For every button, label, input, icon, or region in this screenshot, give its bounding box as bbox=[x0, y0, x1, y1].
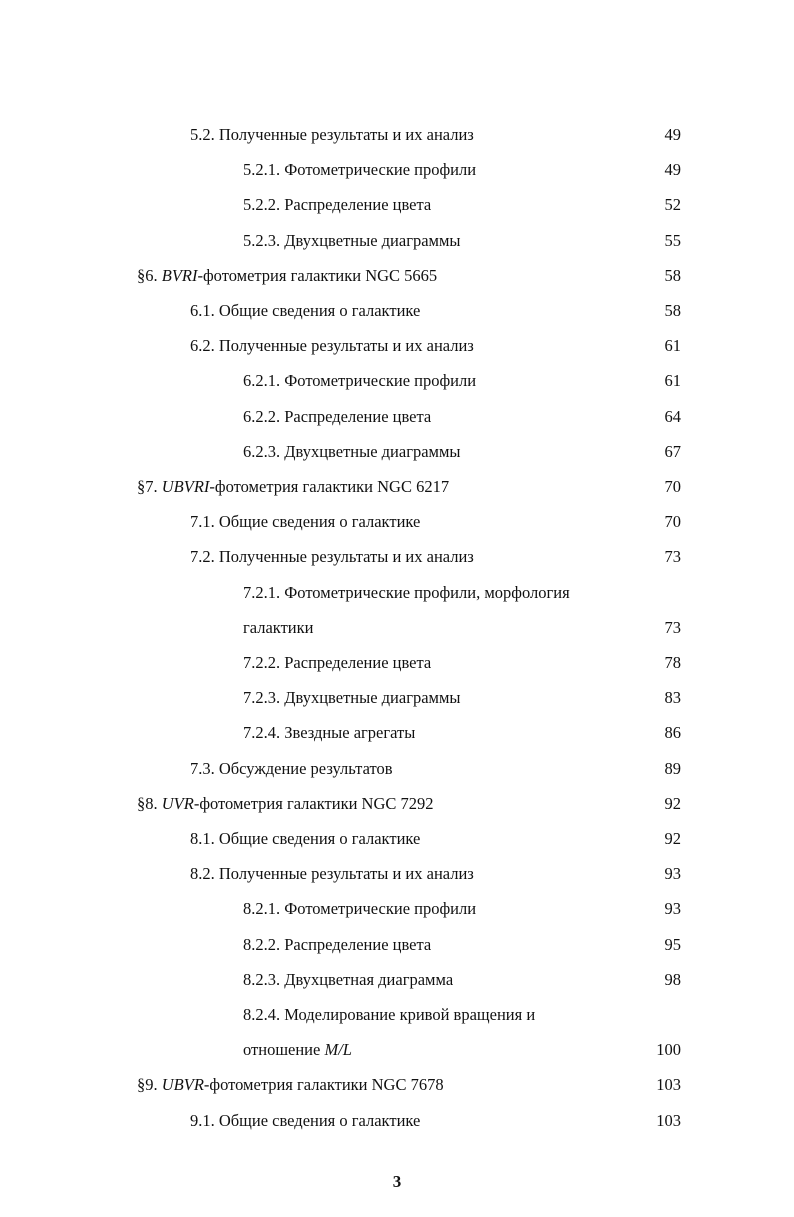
toc-entry-title bbox=[190, 299, 420, 323]
toc-entry-number: 5.2. bbox=[190, 125, 219, 144]
toc-entry-title bbox=[243, 440, 461, 464]
toc-entry-title bbox=[243, 193, 431, 217]
toc-entry-title bbox=[243, 721, 415, 745]
toc-entry-number: 7.3. bbox=[190, 758, 219, 778]
toc-entry-title bbox=[243, 405, 431, 429]
toc-entry-text: Общие сведения о галактике bbox=[218, 512, 421, 532]
toc-entry-page: 92 bbox=[664, 793, 681, 813]
page-number: 3 bbox=[392, 1172, 402, 1191]
toc-entry-number: 5.2.2. bbox=[243, 195, 285, 215]
toc-entry-number: 8.1. bbox=[190, 829, 219, 848]
toc-entry-text: -фотометрия галактики NGC 7678 bbox=[203, 1075, 444, 1095]
toc-entry-text: Звездные агрегаты bbox=[284, 723, 416, 743]
toc-entry-page: 103 bbox=[656, 1110, 681, 1130]
toc-entry-band: UBVRI bbox=[161, 477, 210, 496]
toc-entry-page: 58 bbox=[664, 301, 681, 320]
toc-entry-text: Распределение цвета bbox=[284, 653, 432, 672]
toc-entry-text: галактики bbox=[243, 617, 314, 637]
toc-entry-title bbox=[243, 616, 313, 640]
toc-entry-text: Моделирование кривой вращения и bbox=[284, 1005, 536, 1024]
toc-entry-text: Обсуждение результатов bbox=[218, 758, 393, 778]
toc-entry-page: 100 bbox=[656, 1040, 681, 1060]
toc-entry-number: 5.2.1. bbox=[243, 160, 285, 180]
toc-entry-text: Фотометрические профили bbox=[284, 371, 477, 391]
toc-entry-number: §6. bbox=[137, 265, 162, 285]
toc-entry-number: 7.2.3. bbox=[243, 688, 285, 708]
toc-entry-number: 6.2. bbox=[190, 336, 219, 356]
toc-entry-page: 86 bbox=[664, 723, 681, 743]
toc-entry-band: UBVR bbox=[161, 1075, 204, 1095]
toc-entry-text: Распределение цвета bbox=[284, 406, 432, 426]
toc-entry-page: 55 bbox=[664, 230, 681, 250]
toc-entry-page: 61 bbox=[664, 371, 681, 391]
toc-entry-band: BVRI bbox=[161, 265, 198, 285]
toc-entry-page: 93 bbox=[664, 899, 681, 919]
toc-entry-page: 49 bbox=[664, 125, 681, 144]
toc-entry-number: 8.2.2. bbox=[243, 934, 285, 954]
toc-entry-number: 8.2. bbox=[190, 864, 219, 884]
toc-entry-title bbox=[137, 475, 449, 499]
toc-entry-page: 58 bbox=[664, 265, 681, 285]
toc-entry-title bbox=[243, 1038, 352, 1062]
toc-entry-page: 103 bbox=[656, 1075, 681, 1095]
toc-entry-number: 8.2.3. bbox=[243, 969, 285, 989]
toc-entry-text: Двухцветные диаграммы bbox=[284, 441, 461, 461]
toc-entry-number: 7.1. bbox=[190, 512, 219, 532]
toc-entry-text: Полученные результаты и их анализ bbox=[218, 336, 474, 356]
toc-entry-text: Фотометрические профили bbox=[284, 899, 477, 919]
toc-entry-title bbox=[243, 581, 570, 605]
toc-entry-number: 5.2.3. bbox=[243, 230, 285, 250]
toc-entry-number: §9. bbox=[137, 1075, 162, 1095]
toc-entry-text: -фотометрия галактики NGC 6217 bbox=[209, 477, 450, 496]
toc-entry-title bbox=[243, 897, 476, 921]
toc-entry-page: 70 bbox=[664, 477, 681, 496]
toc-entry-title bbox=[190, 545, 474, 569]
toc-entry-title bbox=[243, 933, 431, 957]
toc-entry-number: 9.1. bbox=[190, 1110, 219, 1130]
toc-entry-number: 7.2. bbox=[190, 547, 219, 567]
toc-entry-page: 93 bbox=[664, 864, 681, 884]
toc-entry-italic: M/L bbox=[324, 1040, 352, 1060]
toc-entry-title bbox=[190, 510, 420, 534]
toc-entry-text: -фотометрия галактики NGC 5665 bbox=[197, 265, 438, 285]
toc-entry-number: §8. bbox=[137, 793, 162, 813]
toc-entry-title bbox=[243, 158, 476, 182]
toc-entry-number: 7.2.4. bbox=[243, 723, 285, 743]
toc-entry-page: 73 bbox=[664, 547, 681, 567]
toc-entry-number: 8.2.4. bbox=[243, 1005, 285, 1024]
toc-entry-page: 78 bbox=[664, 653, 681, 672]
toc-entry-page: 52 bbox=[664, 195, 681, 215]
toc-entry-title bbox=[190, 862, 474, 886]
toc-entry-number: 7.2.2. bbox=[243, 653, 285, 672]
toc-entry-title bbox=[137, 792, 434, 816]
toc-entry-title bbox=[243, 229, 461, 253]
toc-entry-number: 6.2.1. bbox=[243, 371, 285, 391]
toc-entry-title bbox=[190, 1109, 420, 1133]
toc-entry-number: 6.2.3. bbox=[243, 441, 285, 461]
toc-entry-page: 49 bbox=[664, 160, 681, 180]
toc-entry-title bbox=[243, 651, 431, 675]
toc-entry-text: Общие сведения о галактике bbox=[218, 301, 421, 320]
toc-entry-page: 67 bbox=[664, 441, 681, 461]
toc-entry-title bbox=[137, 264, 437, 288]
toc-entry-page: 98 bbox=[664, 969, 681, 989]
toc-entry-text: Фотометрические профили bbox=[284, 160, 477, 180]
toc-entry-title bbox=[190, 757, 393, 781]
toc-entry-number: 6.2.2. bbox=[243, 406, 285, 426]
toc-entry-text: Распределение цвета bbox=[284, 934, 432, 954]
toc-entry-text: Полученные результаты и их анализ bbox=[218, 125, 474, 144]
toc-entry-number: 7.2.1. bbox=[243, 582, 285, 602]
toc-entry-page: 95 bbox=[664, 934, 681, 954]
toc-entry-number: 6.1. bbox=[190, 301, 219, 320]
toc-entry-text: Общие сведения о галактике bbox=[218, 829, 421, 848]
toc-entry-text: Двухцветные диаграммы bbox=[284, 230, 461, 250]
toc-entry-text: Двухцветная диаграмма bbox=[284, 969, 454, 989]
toc-entry-title bbox=[190, 334, 474, 358]
toc-entry-text: -фотометрия галактики NGC 7292 bbox=[193, 793, 434, 813]
toc-entry-text: Двухцветные диаграммы bbox=[284, 688, 461, 708]
toc-entry-title bbox=[243, 369, 476, 393]
toc-entry-number: §7. bbox=[137, 477, 162, 496]
toc-entry-title bbox=[243, 968, 453, 992]
toc-entry-text: Полученные результаты и их анализ bbox=[218, 547, 474, 567]
toc-entry-page: 89 bbox=[664, 758, 681, 778]
toc-entry-text: Полученные результаты и их анализ bbox=[218, 864, 474, 884]
toc-entry-page: 70 bbox=[664, 512, 681, 532]
toc-entry-title bbox=[243, 1003, 535, 1027]
toc-entry-title bbox=[243, 686, 461, 710]
toc-entry-page: 61 bbox=[664, 336, 681, 356]
toc-entry-text: Общие сведения о галактике bbox=[218, 1110, 421, 1130]
toc-entry-title bbox=[137, 1073, 444, 1097]
toc-entry-page: 92 bbox=[664, 829, 681, 848]
toc-entry-page: 73 bbox=[664, 617, 681, 637]
toc-entry-title bbox=[190, 123, 474, 147]
toc-entry-page: 83 bbox=[664, 688, 681, 708]
toc-entry-text: отношение bbox=[243, 1040, 325, 1060]
toc-entry-band: UVR bbox=[161, 793, 194, 813]
toc-entry-number: 8.2.1. bbox=[243, 899, 285, 919]
toc-entry-title bbox=[190, 827, 420, 851]
toc-entry-text: Фотометрические профили, морфология bbox=[284, 582, 570, 602]
toc-entry-text: Распределение цвета bbox=[284, 195, 432, 215]
toc-entry-page: 64 bbox=[664, 406, 681, 426]
